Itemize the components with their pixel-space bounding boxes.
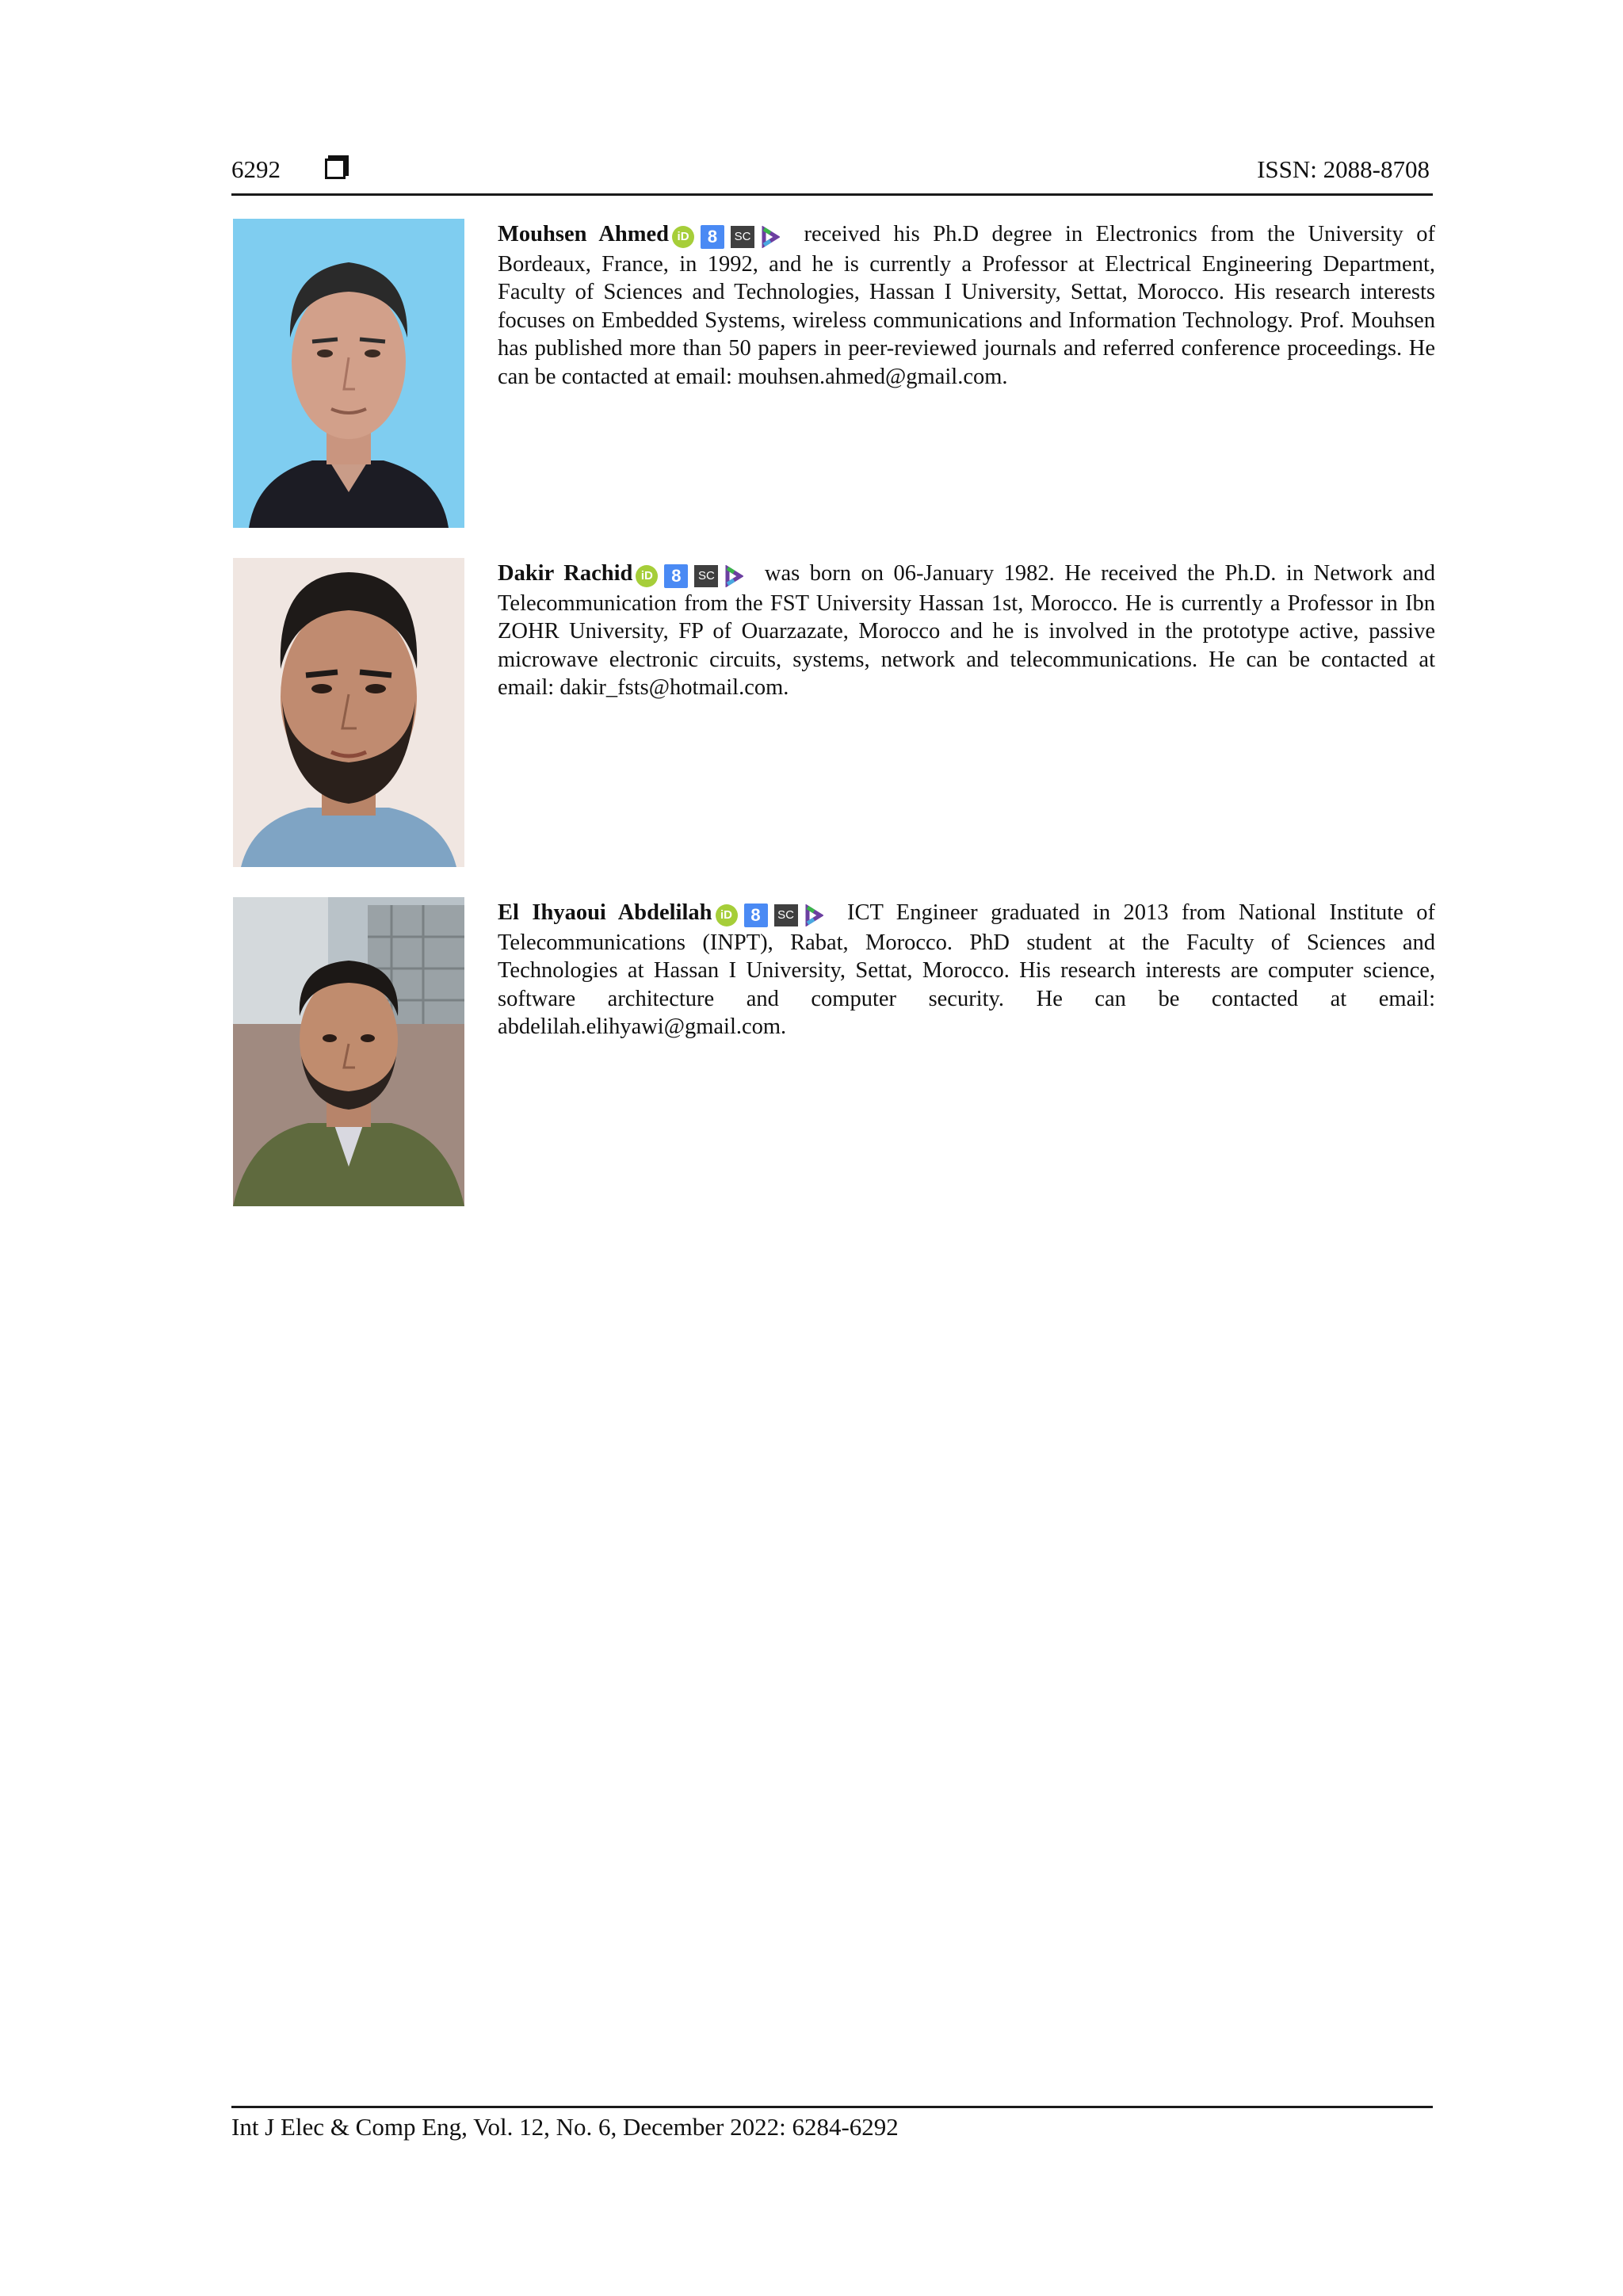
author-photo: [233, 558, 464, 867]
page-number: 6292: [231, 155, 281, 183]
publons-icon[interactable]: [804, 904, 823, 926]
author-bio-body: received his Ph.D degree in Electronics from the University of Bordeaux, France, in 1992, and he is currently a Professor at Electrical Engineering Department, Faculty of Sciences and Technologies, Hassan I University, Settat, Morocco. His research interests focuses on Embedded Systems, wireless communications and Information Technology. Prof. Mouhsen has published more than 50 papers in peer-reviewed journals and referred conference proceedings. He can be contacted at email: mouhsen.ahmed@gmail.com.: [498, 222, 1436, 389]
profile-badges: [636, 561, 750, 590]
square-bullet-icon: [325, 159, 346, 179]
issn: ISSN: 2088-8708: [1257, 155, 1430, 183]
google-scholar-icon[interactable]: 8: [744, 904, 768, 927]
author-bio: [231, 219, 1436, 529]
author-bio-text: [498, 560, 1435, 702]
author-photo: [233, 897, 464, 1206]
author-bio-body: was born on 06-January 1982. He received the Ph.D. in Network and Telecommunication from the FST University Hassan 1st, Morocco. He is currently a Professor in Ibn ZOHR University, FP of Ouarzazate, Morocco and he is involved in the prototype active, passive microwave electronic circuits, systems, network and telecommunications. He can be contacted at email: dakir_fsts@hotmail.com.: [498, 561, 1436, 701]
page-footer: Int J Elec & Comp Eng, Vol. 12, No. 6, December 2022: 6284-6292: [231, 2113, 899, 2141]
author-bio: [231, 558, 1436, 869]
orcid-icon[interactable]: iD: [672, 226, 694, 248]
author-name: El Ihyaoui Abdelilah: [498, 900, 712, 925]
scopus-icon[interactable]: SC: [731, 226, 754, 248]
google-scholar-icon[interactable]: 8: [701, 225, 724, 249]
publons-icon[interactable]: [724, 565, 743, 587]
page-header: [231, 152, 1433, 196]
author-bio-text: [498, 899, 1435, 1041]
author-photo: [233, 219, 464, 528]
scopus-icon[interactable]: SC: [774, 904, 798, 926]
profile-badges: [672, 222, 786, 250]
footer-rule: [231, 2106, 1433, 2108]
orcid-icon[interactable]: iD: [716, 904, 738, 926]
author-name: Dakir Rachid: [498, 561, 633, 586]
publons-icon[interactable]: [761, 226, 780, 248]
author-bio: [231, 897, 1436, 1208]
author-bio-body: ICT Engineer graduated in 2013 from National Institute of Telecommunications (INPT), Rabat, Morocco. PhD student at the Faculty of Sciences and Technologies at Hassan I University, Settat, Morocco. His research interests are computer science, software architecture and computer security. He can be contacted at email: abdelilah.elihyawi@gmail.com.: [498, 900, 1436, 1040]
author-name: Mouhsen Ahmed: [498, 222, 670, 246]
orcid-icon[interactable]: iD: [636, 565, 658, 587]
scopus-icon[interactable]: SC: [694, 565, 718, 587]
author-bio-text: [498, 220, 1435, 392]
profile-badges: [716, 900, 830, 929]
google-scholar-icon[interactable]: 8: [664, 564, 688, 588]
